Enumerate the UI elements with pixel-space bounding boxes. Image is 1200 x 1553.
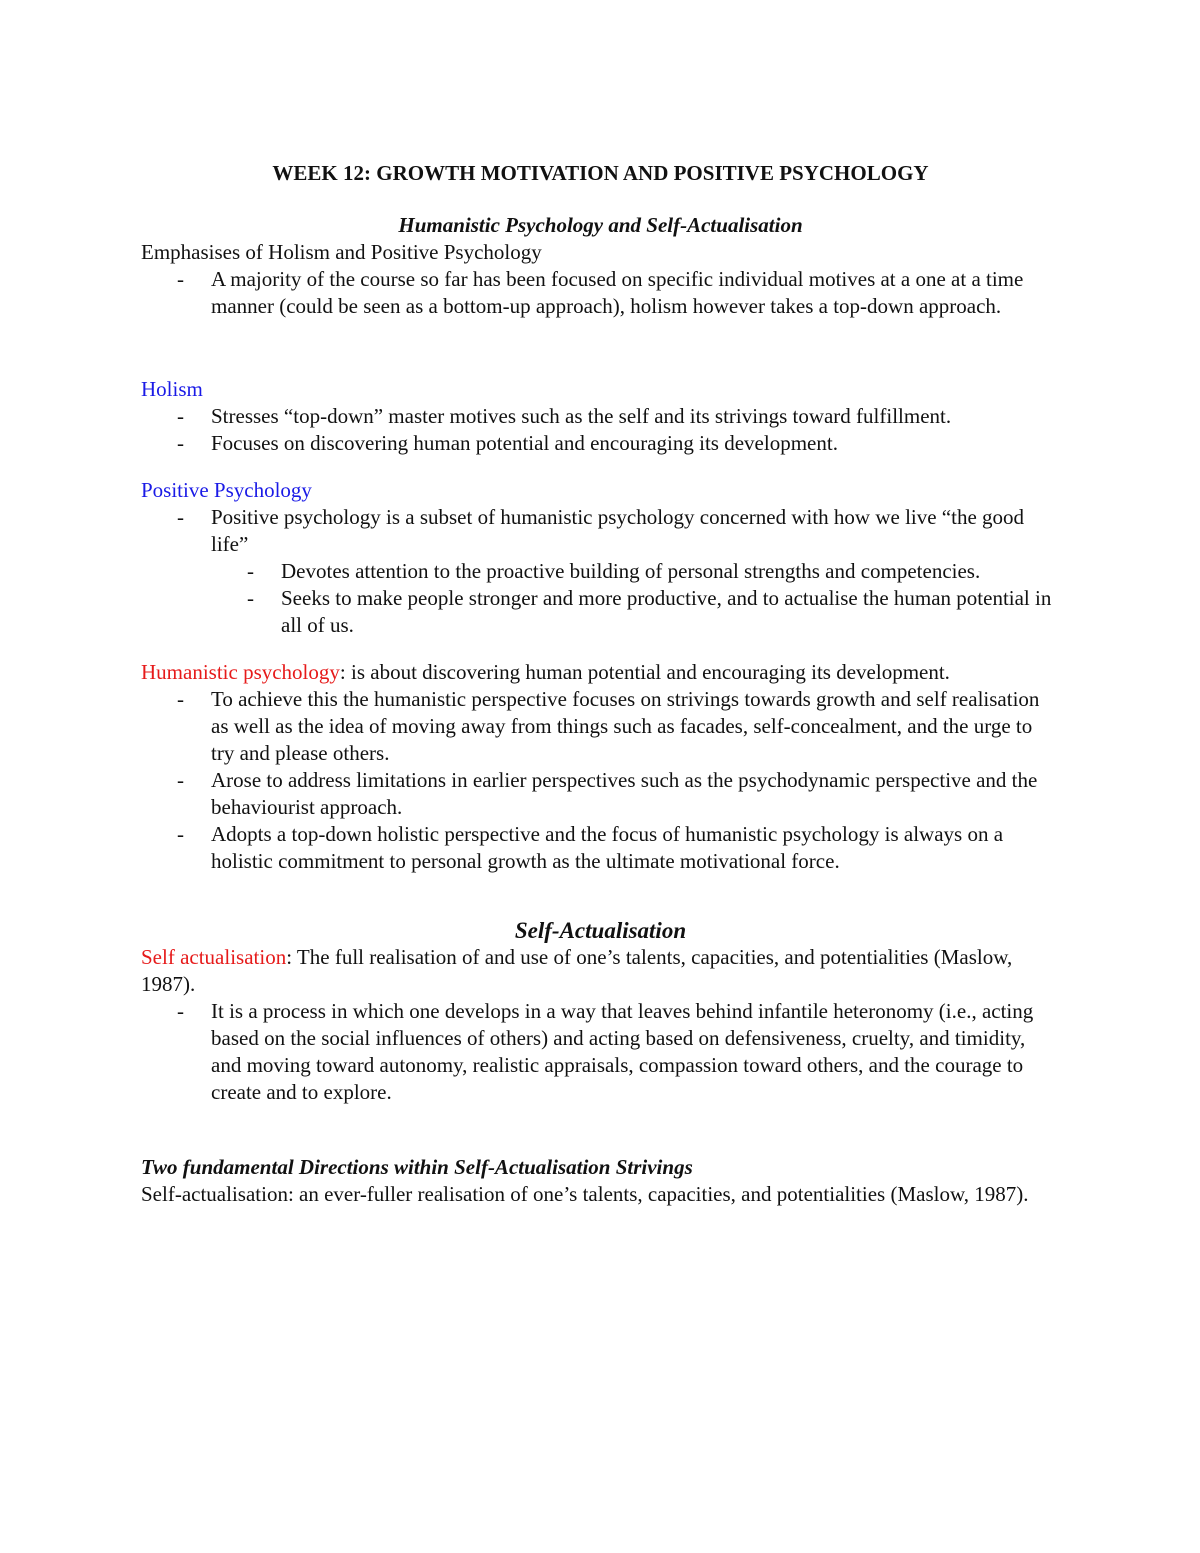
list-item: - It is a process in which one develops in a way that leaves behind infantile heteronomy (i.e., acting based on the social influences of others) and acting based on defensiveness, cruelty, and timidity, and moving toward autonomy, realistic appraisals, compassion toward others, and the courage to create and to explore. bbox=[211, 998, 1060, 1106]
intro-bullet-list bbox=[141, 266, 1060, 320]
section-heading-humanistic: Humanistic Psychology and Self-Actualisation bbox=[398, 213, 803, 237]
positive-bullet-list bbox=[141, 504, 1060, 558]
positive-psychology-heading: Positive Psychology bbox=[141, 478, 312, 502]
humanistic-definition bbox=[141, 659, 1060, 686]
list-item: - A majority of the course so far has been focused on specific individual motives at a one at a time manner (could be seen as a bottom-up approach), holism however takes a top-down approach. bbox=[211, 266, 1060, 320]
list-item: - Stresses “top-down” master motives such as the self and its strivings toward fulfillment. bbox=[211, 403, 1060, 430]
self-actualisation-definition bbox=[141, 944, 1060, 998]
self-actualisation-definition-text: : The full realisation of and use of one’s talents, capacities, and potentialities (Maslow, 1987). bbox=[141, 945, 1013, 996]
self-actualisation-bullet-list bbox=[141, 998, 1060, 1106]
list-item: - Focuses on discovering human potential and encouraging its development. bbox=[211, 430, 1060, 457]
humanistic-bullet-list bbox=[141, 686, 1060, 875]
two-directions-text: Self-actualisation: an ever-fuller realisation of one’s talents, capacities, and potentialities (Maslow, 1987). bbox=[141, 1182, 1029, 1206]
humanistic-term: Humanistic psychology bbox=[141, 660, 340, 684]
list-item: - Seeks to make people stronger and more productive, and to actualise the human potential in all of us. bbox=[281, 585, 1060, 639]
humanistic-definition-text: : is about discovering human potential and encouraging its development. bbox=[339, 660, 950, 684]
two-directions-heading: Two fundamental Directions within Self-Actualisation Strivings bbox=[141, 1155, 693, 1179]
list-item: - To achieve this the humanistic perspective focuses on strivings towards growth and self realisation as well as the idea of moving away from things such as facades, self-concealment, and the urge to try and please others. bbox=[211, 686, 1060, 767]
section-intro: Emphasises of Holism and Positive Psychology bbox=[141, 240, 542, 264]
holism-heading: Holism bbox=[141, 377, 203, 401]
page-title: WEEK 12: GROWTH MOTIVATION AND POSITIVE PSYCHOLOGY bbox=[272, 161, 929, 185]
self-actualisation-term: Self actualisation bbox=[141, 945, 287, 969]
list-item: - Arose to address limitations in earlier perspectives such as the psychodynamic perspective and the behaviourist approach. bbox=[211, 767, 1060, 821]
list-item: - Adopts a top-down holistic perspective and the focus of humanistic psychology is always on a holistic commitment to personal growth as the ultimate motivational force. bbox=[211, 821, 1060, 875]
self-actualisation-heading: Self-Actualisation bbox=[514, 918, 687, 943]
list-item: - Positive psychology is a subset of humanistic psychology concerned with how we live “the good life” bbox=[211, 504, 1060, 558]
list-item: - Devotes attention to the proactive building of personal strengths and competencies. bbox=[281, 558, 1060, 585]
holism-bullet-list bbox=[141, 403, 1060, 457]
positive-sub-bullet-list bbox=[141, 558, 1060, 639]
